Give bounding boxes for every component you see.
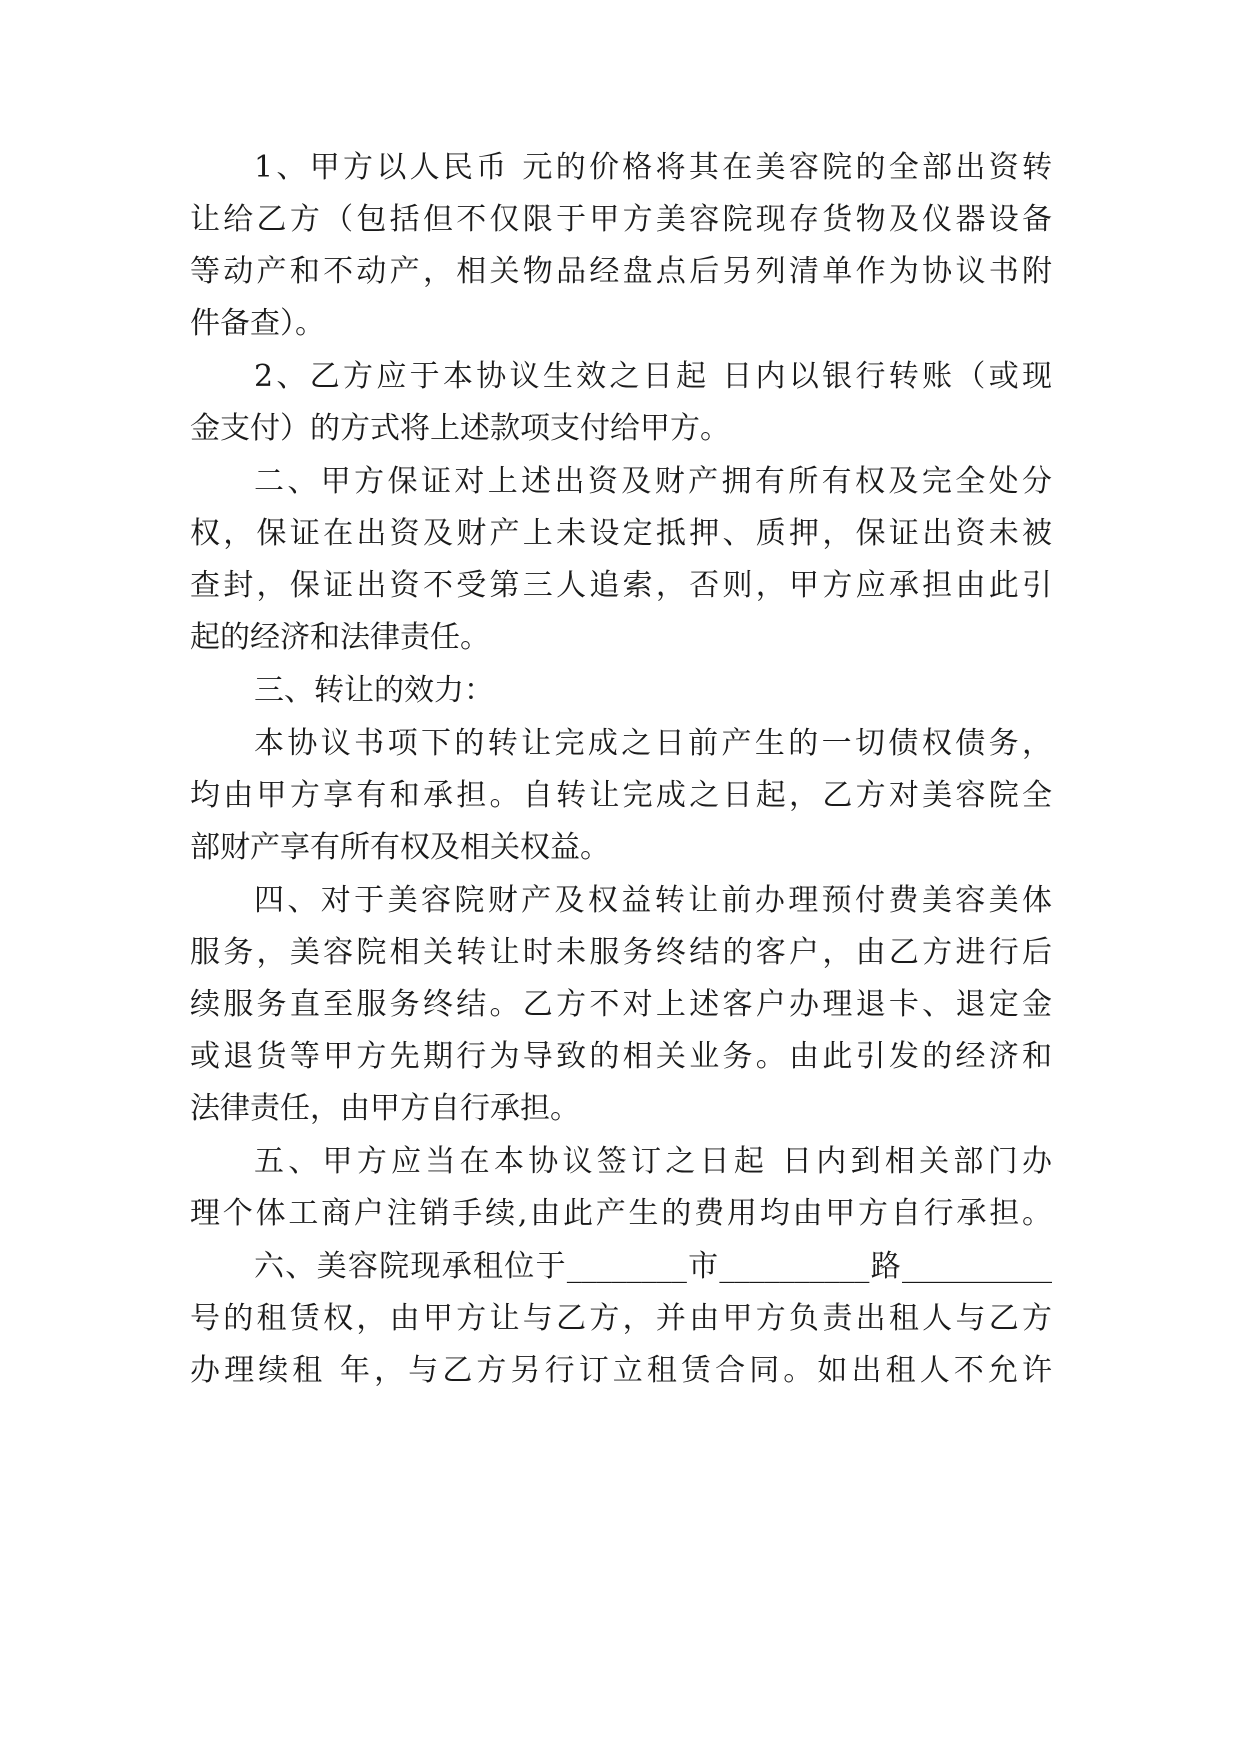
text-line: 本协议书项下的转让完成之日前产生的一切债权债务， xyxy=(254,726,1052,761)
text-line: 件备查）。 xyxy=(190,306,325,341)
text-line: 六、美容院现承租位于________市__________路__________ xyxy=(254,1249,1052,1284)
text-line: 五、甲方应当在本协议签订之日起 日内到相关部门办 xyxy=(254,1144,1052,1179)
text-line: 续服务直至服务终结。乙方不对上述客户办理退卡、退定金 xyxy=(190,987,1052,1022)
text-line: 四、对于美容院财产及权益转让前办理预付费美容美体 xyxy=(254,883,1052,918)
text-line: 或退货等甲方先期行为导致的相关业务。由此引发的经济和 xyxy=(190,1039,1052,1074)
text-line: 法律责任，由甲方自行承担。 xyxy=(190,1091,580,1126)
text-line: 权，保证在出资及财产上未设定抵押、质押，保证出资未被 xyxy=(190,516,1052,551)
text-line: 起的经济和法律责任。 xyxy=(190,620,490,655)
section-heading: 三、转让的效力： xyxy=(254,673,494,708)
text-line: 让给乙方（包括但不仅限于甲方美容院现存货物及仪器设备 xyxy=(190,202,1052,237)
text-line: 二、甲方保证对上述出资及财产拥有所有权及完全处分 xyxy=(254,464,1052,499)
text-line: 2、乙方应于本协议生效之日起 日内以银行转账（或现 xyxy=(254,359,1052,394)
text-line: 办理续租 年，与乙方另行订立租赁合同。如出租人不允许 xyxy=(190,1353,1052,1388)
text-line: 部财产享有所有权及相关权益。 xyxy=(190,830,610,865)
text-line: 理个体工商户注销手续,由此产生的费用均由甲方自行承担。 xyxy=(190,1196,1052,1231)
text-line: 金支付）的方式将上述款项支付给甲方。 xyxy=(190,411,730,446)
text-line: 查封，保证出资不受第三人追索，否则，甲方应承担由此引 xyxy=(190,568,1052,603)
text-line: 号的租赁权，由甲方让与乙方，并由甲方负责出租人与乙方 xyxy=(190,1301,1052,1336)
text-line: 均由甲方享有和承担。自转让完成之日起，乙方对美容院全 xyxy=(190,778,1052,813)
text-line: 等动产和不动产，相关物品经盘点后另列清单作为协议书附 xyxy=(190,254,1052,289)
text-line: 服务，美容院相关转让时未服务终结的客户，由乙方进行后 xyxy=(190,935,1052,970)
text-line: 1、甲方以人民币 元的价格将其在美容院的全部出资转 xyxy=(254,150,1052,185)
